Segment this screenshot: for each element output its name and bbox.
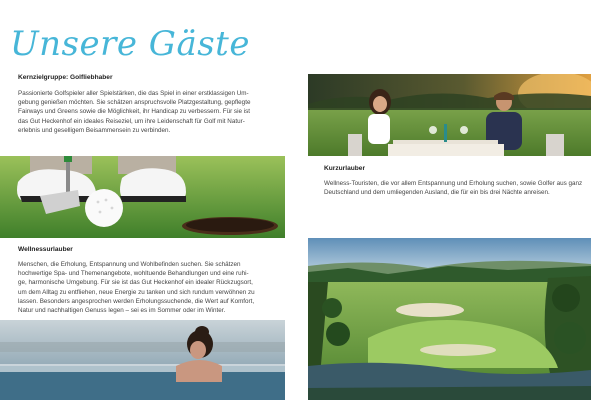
kurzurlauber-paragraph xyxy=(324,179,591,197)
golf-paragraph xyxy=(18,89,293,135)
wellness-line: ge, harmonische Umgebung. Für sie ist das Gut Heckenhof ein idealer Rückzugsort, xyxy=(18,279,253,287)
couple-dining-photo xyxy=(308,74,591,156)
golf-line: Passionierte Golfspieler aller Spielstärken, die das Spiel in einer erstklassigen Um- xyxy=(18,90,249,97)
wellness-line: hochwertige Spa- und Themenangebote, wohltuende Behandlungen und eine ruhi- xyxy=(18,270,249,278)
wellness-line: um dem Alltag zu entfliehen, neue Energie zu tanken und sich rundum verwöhnen zu xyxy=(18,288,255,296)
wellness-line: Natur und nachhaltigen Genuss legen – sei es im Sommer oder im Winter. xyxy=(18,307,226,315)
thermal-pool-photo xyxy=(0,320,285,400)
kurzurlauber-line: Deutschland und dem umliegenden Ausland, die für ein bis drei Nächte anreisen. xyxy=(324,189,550,197)
golf-line: das Gut Heckenhof ein ideales Reiseziel, um ihre Leidenschaft für Golf mit Natur- xyxy=(18,117,245,125)
wellness-line: Menschen, die Erholung, Entspannung und Wohlbefinden suchen. Sie schätzen xyxy=(18,261,241,268)
wellness-line: lassen. Besonders angesprochen werden Erholungssuchende, die Wert auf Komfort, xyxy=(18,297,255,305)
page-title: Unsere Gäste xyxy=(10,24,250,64)
kurzurlauber-heading: Kurzurlauber xyxy=(324,165,366,172)
kurzurlauber-line: Wellness-Touristen, die vor allem Entspannung und Erholung suchen, sowie Golfer aus ganz xyxy=(324,180,583,187)
golf-heading: Kernzielgruppe: Golfliebhaber xyxy=(18,74,113,81)
golf-line: erlebnis und geselligem Beisammensein zu verbinden. xyxy=(18,126,171,134)
golf-line: Fairways und Greens sowie die Möglichkeit, ihr Handicap zu verbessern. Für sie ist xyxy=(18,108,251,116)
wellness-paragraph xyxy=(18,260,293,315)
golf-shoes-photo xyxy=(0,156,285,238)
golf-course-photo xyxy=(308,238,591,400)
golf-line: gebung genießen möchten. Sie schätzen anspruchsvolle Platzgestaltung, gepflegte xyxy=(18,99,251,107)
wellness-heading: Wellnessurlauber xyxy=(18,246,73,253)
